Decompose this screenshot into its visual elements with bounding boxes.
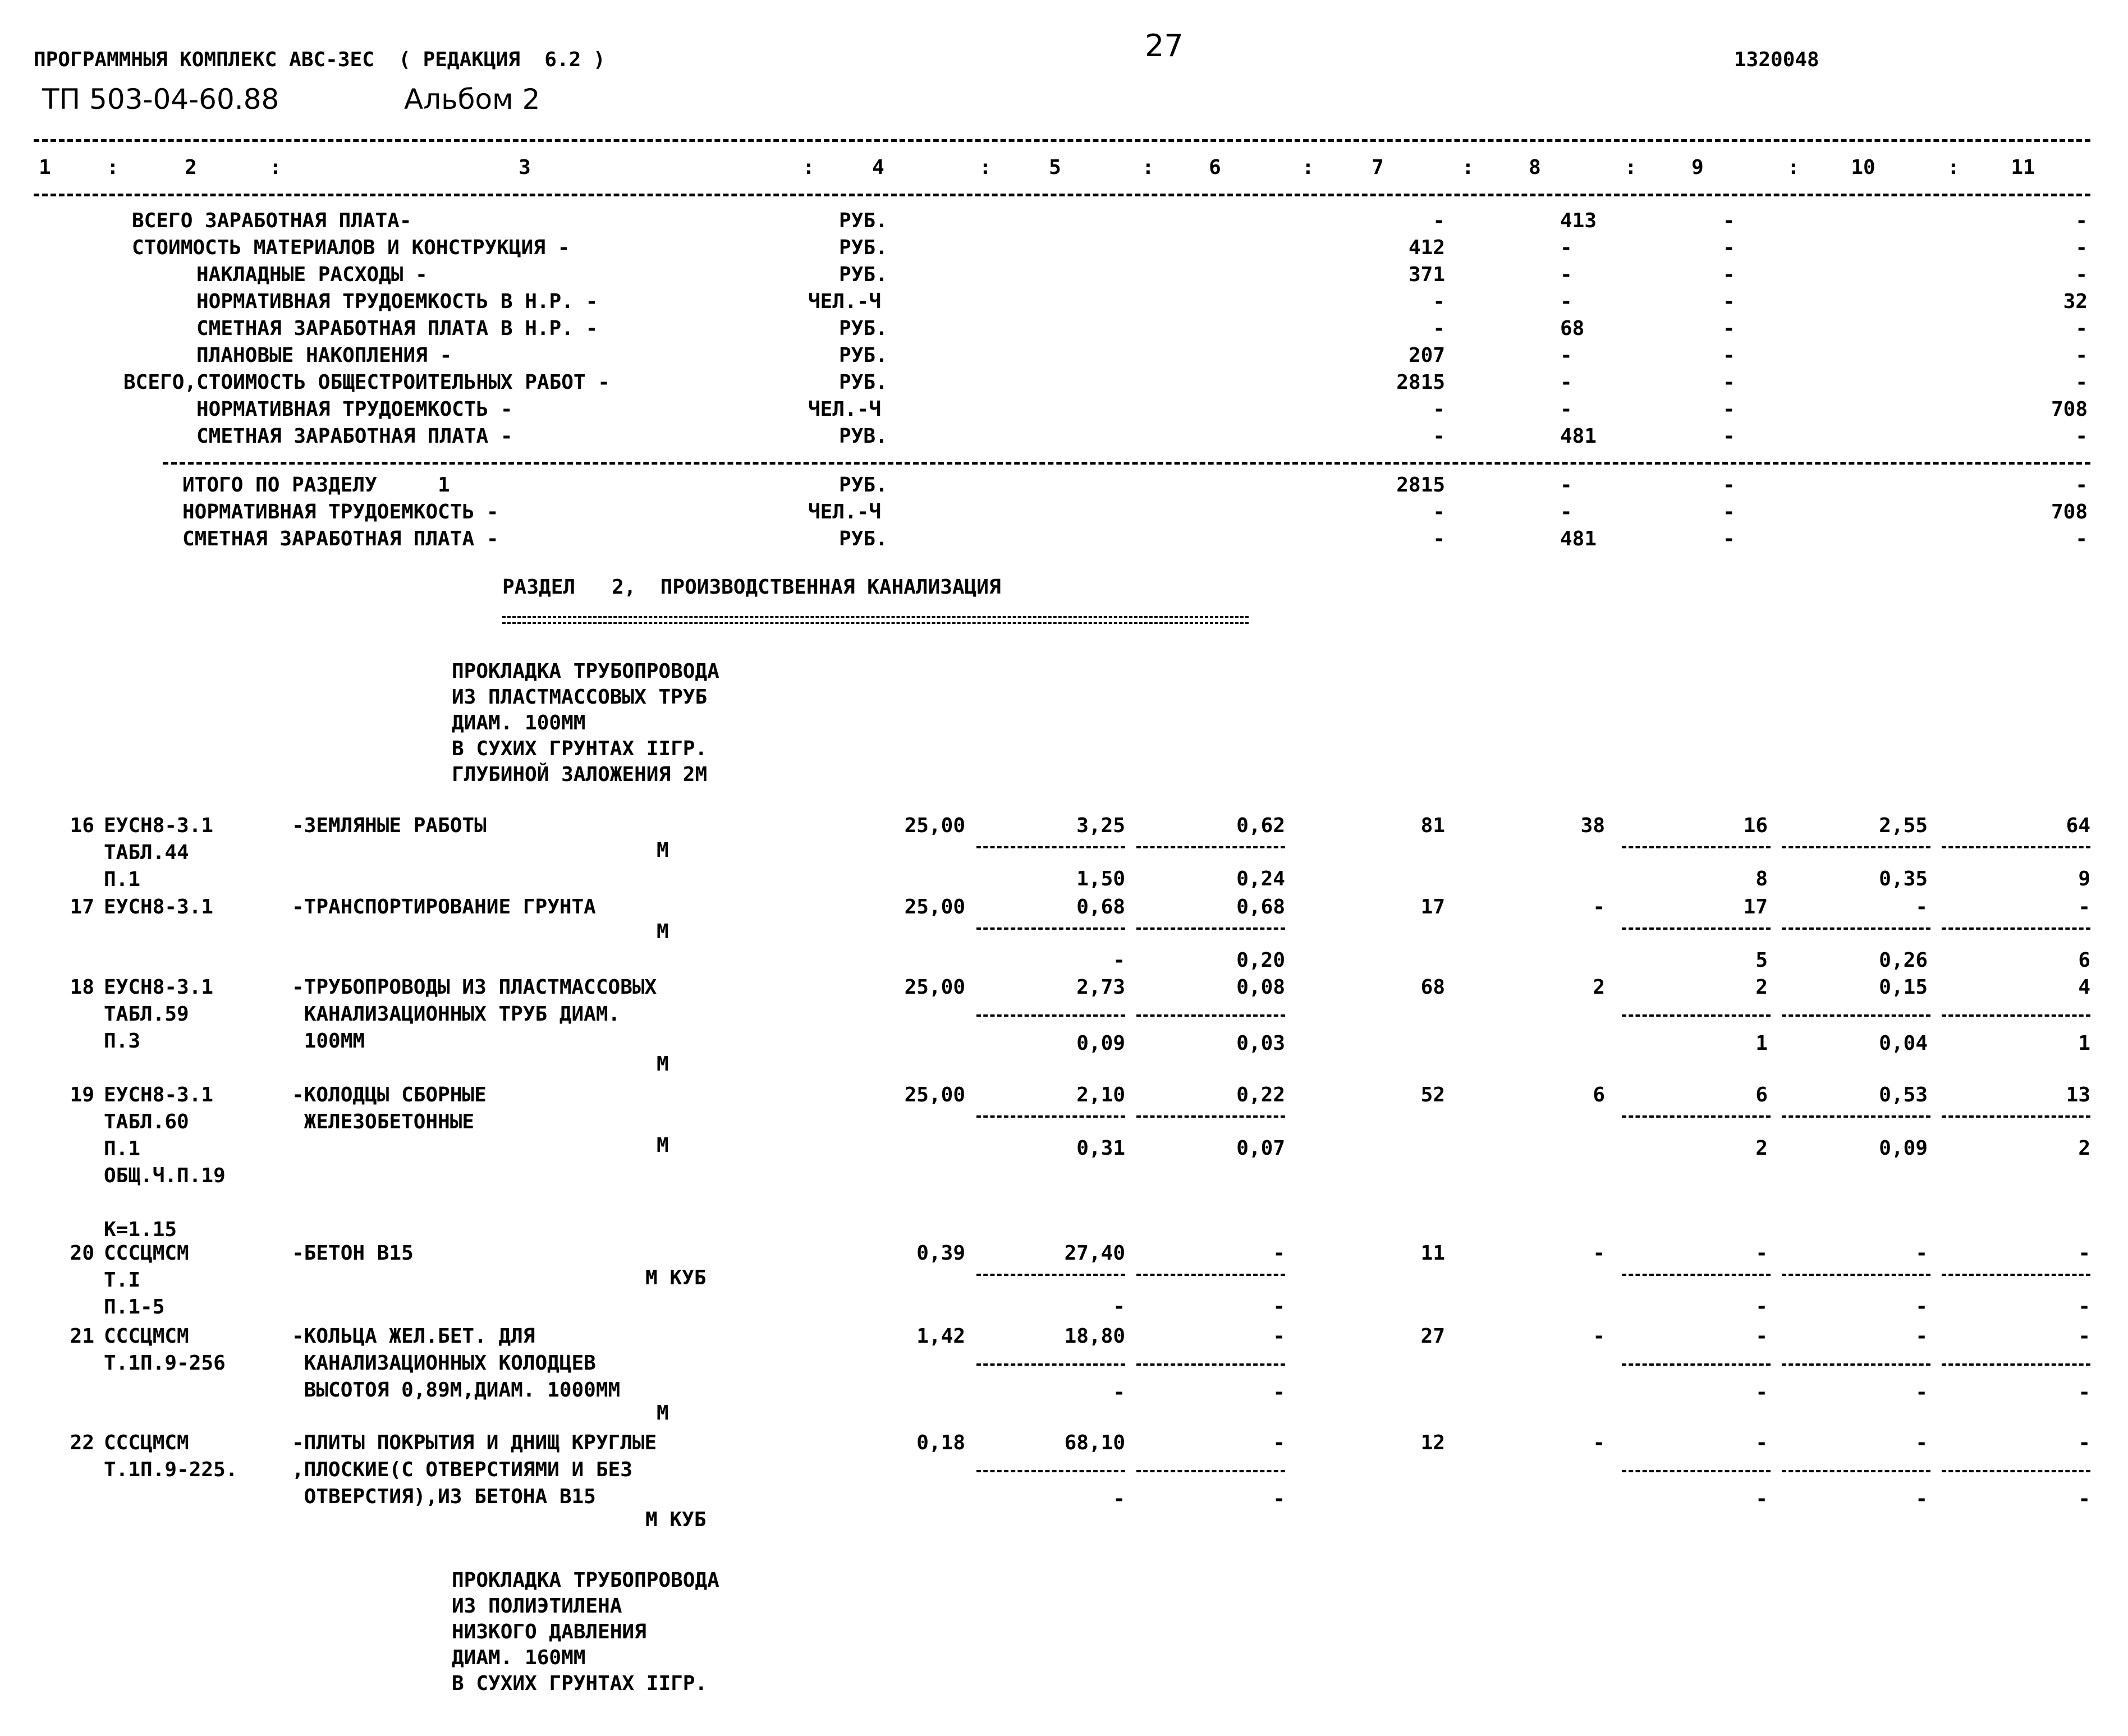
group-heading-line: В СУХИХ ГРУНТАХ IIГР. [452, 737, 708, 760]
item-name: -БЕТОН В15 [292, 1242, 414, 1265]
item-col5-bottom: 0,31 [1076, 1137, 1125, 1160]
item-col6-bottom: 0,03 [1236, 1032, 1285, 1055]
total-label: ВСЕГО,СТОИМОСТЬ ОБЩЕСТРОИТЕЛЬНЫХ РАБОТ - [123, 371, 610, 394]
column-separator: : [269, 156, 282, 179]
item-col11-divider [1942, 927, 2090, 930]
item-qty: 25,00 [904, 1083, 965, 1106]
total-col9: - [1723, 425, 1735, 448]
total-col9: - [1723, 398, 1735, 421]
item-col11-divider [1942, 1115, 2090, 1118]
item-col11-top: - [2078, 1242, 2090, 1265]
total-col8: - [1560, 236, 1572, 259]
item-qty: 25,00 [904, 976, 965, 999]
total-label: НОРМАТИВНАЯ ТРУДОЕМКОСТЬ - [196, 398, 513, 421]
item-col6-bottom: - [1273, 1487, 1285, 1510]
item-name: -ТРАНСПОРТИРОВАНИЕ ГРУНТА [292, 895, 596, 918]
item-name: -КОЛЬЦА ЖЕЛ.БЕТ. ДЛЯ [292, 1325, 535, 1348]
section-total-unit: РУБ. [839, 527, 888, 550]
item-col11-top: 64 [2066, 814, 2090, 837]
total-col7: - [1433, 209, 1445, 232]
item-col5-divider [976, 1470, 1125, 1472]
total-col8: 413 [1560, 209, 1597, 232]
item-col10-divider [1782, 1363, 1930, 1366]
item-number: 20 [70, 1242, 94, 1265]
section-total-col9: - [1723, 474, 1735, 497]
item-col8: - [1593, 1431, 1605, 1454]
total-col7: - [1433, 317, 1445, 340]
item-col5-top: 68,10 [1064, 1431, 1125, 1454]
group-heading-line: ПРОКЛАДКА ТРУБОПРОВОДА [452, 1569, 719, 1592]
item-col7: 12 [1420, 1431, 1445, 1454]
item-code: ЕУСН8-3.1 [104, 976, 214, 999]
item-code: ЕУСН8-3.1 [104, 814, 214, 837]
item-col10-bottom: 0,35 [1879, 867, 1928, 890]
section-total-label: ИТОГО ПО РАЗДЕЛУ 1 [182, 474, 450, 497]
item-code: П.1 [104, 1137, 141, 1160]
total-col9: - [1723, 263, 1735, 286]
item-col9-top: - [1755, 1242, 1768, 1265]
section-total-col11: - [2075, 527, 2088, 550]
section-title-underline [502, 616, 1249, 624]
header-rule-top [34, 139, 2090, 142]
item-qty: 1,42 [916, 1325, 965, 1348]
section-total-col7: - [1433, 527, 1445, 550]
section-total-col9: - [1723, 500, 1735, 523]
item-name: -КОЛОДЦЫ СБОРНЫЕ [292, 1083, 487, 1106]
total-col11: 708 [2051, 398, 2088, 421]
item-col9-bottom: - [1755, 1487, 1768, 1510]
total-label: ПЛАНОВЫЕ НАКОПЛЕНИЯ - [196, 344, 452, 367]
group-heading-line: ДИАМ. 100ММ [452, 711, 586, 734]
column-header-4: 4 [872, 156, 884, 179]
item-col9-divider [1622, 1014, 1771, 1017]
item-col6-divider [1136, 1014, 1285, 1017]
totals-rule [163, 462, 2090, 465]
item-col9-divider [1622, 1363, 1771, 1366]
column-separator: : [1787, 156, 1800, 179]
total-col7: 412 [1408, 236, 1445, 259]
group-heading-line: ГЛУБИНОЙ ЗАЛОЖЕНИЯ 2М [452, 763, 708, 786]
total-unit: РУБ. [839, 209, 888, 232]
item-col9-divider [1622, 846, 1771, 848]
item-col6-bottom: 0,24 [1236, 867, 1285, 890]
item-col11-top: - [2078, 895, 2090, 918]
item-col9-top: 6 [1755, 1083, 1768, 1106]
item-col10-bottom: 0,09 [1879, 1137, 1928, 1160]
total-col9: - [1723, 344, 1735, 367]
item-code: П.3 [104, 1030, 141, 1053]
total-col8: - [1560, 344, 1572, 367]
column-separator: : [1625, 156, 1637, 179]
total-col11: 32 [2063, 290, 2088, 313]
item-col5-divider [976, 846, 1125, 848]
item-col5-bottom: - [1113, 1487, 1125, 1510]
item-code: Т.1П.9-225. [104, 1458, 238, 1481]
section-total-col7: 2815 [1396, 474, 1445, 497]
item-col11-top: 4 [2078, 976, 2090, 999]
total-label: НАКЛАДНЫЕ РАСХОДЫ - [196, 263, 428, 286]
item-col11-divider [1942, 1470, 2090, 1472]
program-title: ПРОГРАММНЫЯ КОМПЛЕКС АВС-ЗЕС ( РЕДАКЦИЯ 6.2 ) [34, 48, 606, 71]
column-header-3: 3 [519, 156, 531, 179]
item-code: Т.I [104, 1269, 141, 1292]
item-col11-bottom: - [2078, 1487, 2090, 1510]
item-col6-top: - [1273, 1431, 1285, 1454]
section-total-unit: РУБ. [839, 474, 888, 497]
column-header-6: 6 [1209, 156, 1221, 179]
item-code: СССЦМСМ [104, 1325, 189, 1348]
item-code: ЕУСН8-3.1 [104, 1083, 214, 1106]
item-col6-top: 0,08 [1236, 976, 1285, 999]
total-col7: 207 [1408, 344, 1445, 367]
item-col9-divider [1622, 1470, 1771, 1472]
item-col9-bottom: - [1755, 1381, 1768, 1404]
item-col5-top: 2,10 [1076, 1083, 1125, 1106]
item-code: ТАБЛ.60 [104, 1110, 189, 1133]
section-total-col8: 481 [1560, 527, 1597, 550]
item-col9-top: - [1755, 1431, 1768, 1454]
item-number: 21 [70, 1325, 94, 1348]
item-col8: - [1593, 1242, 1605, 1265]
item-name: ,ПЛОСКИЕ(С ОТВЕРСТИЯМИ И БЕЗ [292, 1458, 632, 1481]
item-unit: М [657, 1402, 669, 1425]
section-total-label: НОРМАТИВНАЯ ТРУДОЕМКОСТЬ - [182, 500, 499, 523]
column-header-10: 10 [1851, 156, 1875, 179]
page-number: 27 [1145, 28, 1184, 63]
item-col7: 27 [1420, 1325, 1445, 1348]
item-col10-divider [1782, 1470, 1930, 1472]
group-heading-line: В СУХИХ ГРУНТАХ IIГР. [452, 1672, 708, 1695]
item-col11-bottom: - [2078, 1381, 2090, 1404]
item-name: КАНАЛИЗАЦИОННЫХ КОЛОДЦЕВ [292, 1352, 596, 1375]
group-heading-line: ПРОКЛАДКА ТРУБОПРОВОДА [452, 660, 719, 683]
total-col8: - [1560, 263, 1572, 286]
item-col7: 17 [1420, 895, 1445, 918]
item-col10-divider [1782, 846, 1930, 848]
item-col8: 6 [1593, 1083, 1605, 1106]
item-col5-divider [976, 1274, 1125, 1276]
total-col8: - [1560, 398, 1572, 421]
item-name: -ТРУБОПРОВОДЫ ИЗ ПЛАСТМАССОВЫХ [292, 976, 657, 999]
item-col10-bottom: - [1915, 1487, 1928, 1510]
total-col11: - [2075, 209, 2088, 232]
total-label: СМЕТНАЯ ЗАРАБОТНАЯ ПЛАТА В Н.Р. - [196, 317, 598, 340]
item-number: 18 [70, 976, 94, 999]
item-col10-bottom: - [1915, 1295, 1928, 1318]
column-header-11: 11 [2011, 156, 2035, 179]
column-separator: : [979, 156, 992, 179]
total-col11: - [2075, 425, 2088, 448]
total-label: ВСЕГО ЗАРАБОТНАЯ ПЛАТА- [132, 209, 412, 232]
item-col5-divider [976, 1115, 1125, 1118]
item-col5-divider [976, 1014, 1125, 1017]
item-col5-top: 3,25 [1076, 814, 1125, 837]
total-unit: РУБ. [839, 236, 888, 259]
total-col9: - [1723, 236, 1735, 259]
total-col11: - [2075, 317, 2088, 340]
item-col11-bottom: 6 [2078, 949, 2090, 972]
item-col6-bottom: 0,20 [1236, 949, 1285, 972]
total-col8: - [1560, 371, 1572, 394]
item-col10-top: 0,15 [1879, 976, 1928, 999]
item-col9-top: - [1755, 1325, 1768, 1348]
doc-code: 1320048 [1734, 48, 1819, 71]
item-col6-top: 0,68 [1236, 895, 1285, 918]
item-unit: М [657, 839, 669, 862]
total-unit: ЧЕЛ.-Ч [808, 290, 882, 313]
item-code: К=1.15 [104, 1218, 177, 1241]
item-col7: 68 [1420, 976, 1445, 999]
item-col5-bottom: - [1113, 1381, 1125, 1404]
item-code: Т.1П.9-256 [104, 1352, 226, 1375]
item-code: СССЦМСМ [104, 1242, 189, 1265]
item-name: -ПЛИТЫ ПОКРЫТИЯ И ДНИЩ КРУГЛЫЕ [292, 1431, 657, 1454]
item-unit: М [657, 920, 669, 943]
item-code: СССЦМСМ [104, 1431, 189, 1454]
item-col6-top: - [1273, 1242, 1285, 1265]
section-total-col7: - [1433, 500, 1445, 523]
item-unit: М [657, 1053, 669, 1076]
section-title: РАЗДЕЛ 2, ПРОИЗВОДСТВЕННАЯ КАНАЛИЗАЦИЯ [502, 576, 1001, 599]
item-col10-divider [1782, 1014, 1930, 1017]
total-col11: - [2075, 344, 2088, 367]
item-code: ТАБЛ.44 [104, 841, 189, 864]
total-col7: - [1433, 290, 1445, 313]
total-unit: РУБ. [839, 317, 888, 340]
item-col9-divider [1622, 1115, 1771, 1118]
item-col6-divider [1136, 1115, 1285, 1118]
total-col11: - [2075, 263, 2088, 286]
item-col9-top: 16 [1743, 814, 1768, 837]
column-header-2: 2 [185, 156, 197, 179]
item-qty: 0,18 [916, 1431, 965, 1454]
total-unit: РУВ. [839, 425, 888, 448]
total-col9: - [1723, 317, 1735, 340]
group-heading-line: ИЗ ПЛАСТМАССОВЫХ ТРУБ [452, 686, 708, 709]
item-col10-divider [1782, 1274, 1930, 1276]
item-col9-top: 2 [1755, 976, 1768, 999]
item-col9-bottom: 2 [1755, 1137, 1768, 1160]
item-name: -ЗЕМЛЯНЫЕ РАБОТЫ [292, 814, 487, 837]
item-col6-divider [1136, 1363, 1285, 1366]
item-col9-divider [1622, 927, 1771, 930]
total-label: СТОИМОСТЬ МАТЕРИАЛОВ И КОНСТРУКЦИЯ - [132, 236, 570, 259]
item-col11-top: - [2078, 1431, 2090, 1454]
item-code: П.1-5 [104, 1296, 165, 1319]
item-col6-divider [1136, 1470, 1285, 1472]
item-col8: - [1593, 895, 1605, 918]
item-col5-bottom: 0,09 [1076, 1032, 1125, 1055]
item-col6-bottom: - [1273, 1295, 1285, 1318]
header-rule-bottom [34, 194, 2090, 196]
total-col7: 371 [1408, 263, 1445, 286]
column-header-9: 9 [1691, 156, 1704, 179]
item-col6-top: 0,62 [1236, 814, 1285, 837]
item-col11-divider [1942, 1363, 2090, 1366]
item-col10-top: 2,55 [1879, 814, 1928, 837]
item-col6-bottom: - [1273, 1381, 1285, 1404]
item-col10-bottom: 0,04 [1879, 1032, 1928, 1055]
item-number: 17 [70, 895, 94, 918]
column-separator: : [1462, 156, 1474, 179]
item-col10-bottom: 0,26 [1879, 949, 1928, 972]
item-name: КАНАЛИЗАЦИОННЫХ ТРУБ ДИАМ. [292, 1003, 621, 1026]
item-number: 19 [70, 1083, 94, 1106]
total-unit: РУБ. [839, 371, 888, 394]
item-col8: - [1593, 1325, 1605, 1348]
item-name: ЖЕЛЕЗОБЕТОННЫЕ [292, 1110, 475, 1133]
total-col8: - [1560, 290, 1572, 313]
column-header-8: 8 [1529, 156, 1541, 179]
section-total-col8: - [1560, 500, 1572, 523]
item-unit: М КУБ [645, 1266, 707, 1289]
item-col9-bottom: 1 [1755, 1032, 1768, 1055]
item-col11-bottom: - [2078, 1295, 2090, 1318]
item-col6-top: 0,22 [1236, 1083, 1285, 1106]
column-header-7: 7 [1372, 156, 1384, 179]
item-col10-divider [1782, 927, 1930, 930]
item-qty: 25,00 [904, 895, 965, 918]
item-col10-bottom: - [1915, 1381, 1928, 1404]
total-col9: - [1723, 290, 1735, 313]
item-code: ЕУСН8-3.1 [104, 895, 214, 918]
total-label: НОРМАТИВНАЯ ТРУДОЕМКОСТЬ В Н.Р. - [196, 290, 598, 313]
item-col8: 38 [1580, 814, 1605, 837]
section-total-col11: - [2075, 474, 2088, 497]
total-col7: 2815 [1396, 371, 1445, 394]
total-unit: РУБ. [839, 344, 888, 367]
item-name: 100ММ [292, 1030, 365, 1053]
album-label: Альбом 2 [404, 83, 540, 116]
total-col9: - [1723, 209, 1735, 232]
item-col5-divider [976, 927, 1125, 930]
column-separator: : [107, 156, 119, 179]
item-col10-top: - [1915, 895, 1928, 918]
item-name: ОТВЕРСТИЯ),ИЗ БЕТОНА В15 [292, 1485, 596, 1508]
item-col6-divider [1136, 846, 1285, 848]
column-separator: : [802, 156, 815, 179]
column-separator: : [1142, 156, 1154, 179]
item-col5-top: 0,68 [1076, 895, 1125, 918]
item-col5-divider [976, 1363, 1125, 1366]
item-name: ВЫСОТОЯ 0,89М,ДИАМ. 1000ММ [292, 1379, 621, 1402]
item-col11-divider [1942, 846, 2090, 848]
item-qty: 0,39 [916, 1242, 965, 1265]
item-col5-top: 27,40 [1064, 1242, 1125, 1265]
item-col5-bottom: 1,50 [1076, 867, 1125, 890]
group-heading-line: НИЗКОГО ДАВЛЕНИЯ [452, 1620, 646, 1643]
total-col9: - [1723, 371, 1735, 394]
item-col10-top: - [1915, 1431, 1928, 1454]
total-label: СМЕТНАЯ ЗАРАБОТНАЯ ПЛАТА - [196, 425, 513, 448]
item-col5-top: 2,73 [1076, 976, 1125, 999]
item-col7: 52 [1420, 1083, 1445, 1106]
item-number: 16 [70, 814, 94, 837]
item-col6-divider [1136, 1274, 1285, 1276]
total-col7: - [1433, 398, 1445, 421]
total-col8: 481 [1560, 425, 1597, 448]
item-col9-bottom: - [1755, 1295, 1768, 1318]
column-header-5: 5 [1049, 156, 1061, 179]
item-col6-bottom: 0,07 [1236, 1137, 1285, 1160]
item-number: 22 [70, 1431, 94, 1454]
group-heading-line: ДИАМ. 160ММ [452, 1646, 586, 1669]
section-total-col9: - [1723, 527, 1735, 550]
total-col8: 68 [1560, 317, 1585, 340]
column-separator: : [1302, 156, 1314, 179]
item-col10-top: - [1915, 1325, 1928, 1348]
item-col7: 11 [1420, 1242, 1445, 1265]
item-col11-divider [1942, 1014, 2090, 1017]
item-col11-bottom: 9 [2078, 867, 2090, 890]
total-col11: - [2075, 371, 2088, 394]
group-heading-line: ИЗ ПОЛИЭТИЛЕНА [452, 1595, 622, 1618]
item-col10-top: - [1915, 1242, 1928, 1265]
item-col5-top: 18,80 [1064, 1325, 1125, 1348]
item-col7: 81 [1420, 814, 1445, 837]
total-unit: ЧЕЛ.-Ч [808, 398, 882, 421]
item-col11-bottom: 1 [2078, 1032, 2090, 1055]
item-code: ТАБЛ.59 [104, 1003, 189, 1026]
item-code: ОБЩ.Ч.П.19 [104, 1164, 226, 1187]
item-col9-bottom: 5 [1755, 949, 1768, 972]
item-qty: 25,00 [904, 814, 965, 837]
column-header-1: 1 [39, 156, 51, 179]
item-col6-top: - [1273, 1325, 1285, 1348]
column-separator: : [1947, 156, 1960, 179]
item-col10-top: 0,53 [1879, 1083, 1928, 1106]
item-col5-bottom: - [1113, 949, 1125, 972]
item-col6-divider [1136, 927, 1285, 930]
item-unit: М КУБ [645, 1508, 707, 1531]
item-col11-top: - [2078, 1325, 2090, 1348]
project-code: ТП 503-04-60.88 [42, 83, 279, 116]
section-total-col8: - [1560, 474, 1572, 497]
total-col7: - [1433, 425, 1445, 448]
total-col11: - [2075, 236, 2088, 259]
section-total-col11: 708 [2051, 500, 2088, 523]
section-total-label: СМЕТНАЯ ЗАРАБОТНАЯ ПЛАТА - [182, 527, 499, 550]
item-unit: М [657, 1134, 669, 1157]
total-unit: РУБ. [839, 263, 888, 286]
item-col9-bottom: 8 [1755, 867, 1768, 890]
item-col11-divider [1942, 1274, 2090, 1276]
item-col10-divider [1782, 1115, 1930, 1118]
item-col11-top: 13 [2066, 1083, 2090, 1106]
section-total-unit: ЧЕЛ.-Ч [808, 500, 882, 523]
item-col9-top: 17 [1743, 895, 1768, 918]
item-col5-bottom: - [1113, 1295, 1125, 1318]
item-col8: 2 [1593, 976, 1605, 999]
item-code: П.1 [104, 868, 141, 891]
item-col11-bottom: 2 [2078, 1137, 2090, 1160]
item-col9-divider [1622, 1274, 1771, 1276]
